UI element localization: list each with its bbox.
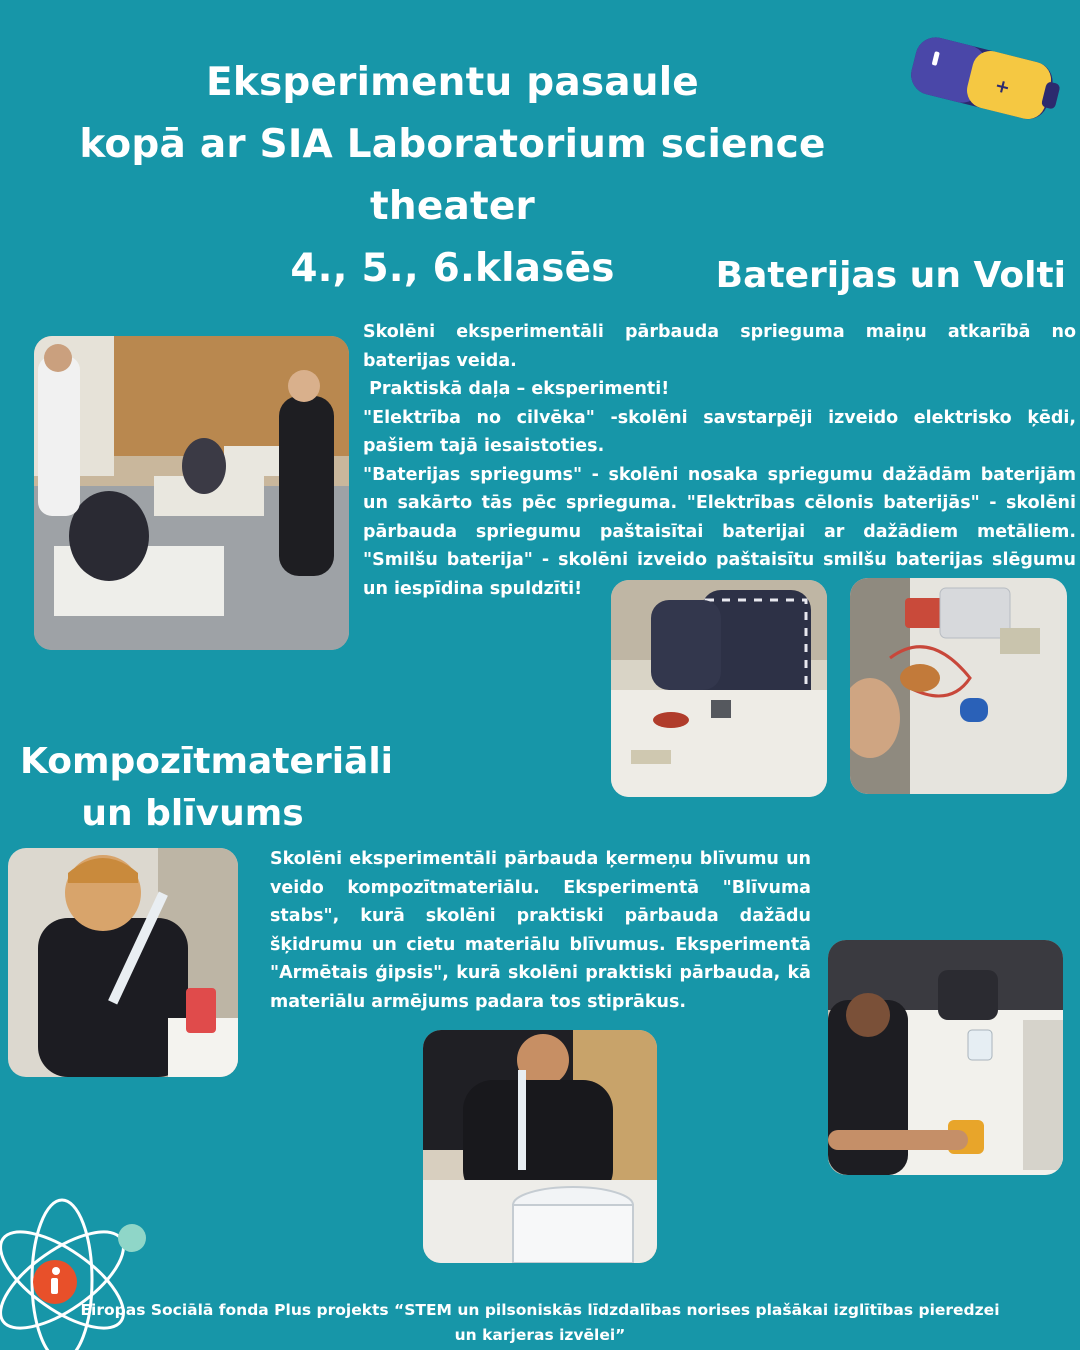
footer-line-2: un karjeras izvēlei” [454, 1326, 626, 1344]
batteries-description [363, 318, 1076, 603]
composites-heading-line-2: un blīvums [81, 793, 304, 834]
photo-students-cups [828, 940, 1063, 1175]
photo-multimeter-table [850, 578, 1067, 794]
photo-boy-test-tube [8, 848, 238, 1077]
batteries-text-line-2: Praktiskā daļa – eksperimenti! [363, 379, 670, 399]
batteries-text-line-3: "Elektrība no cilvēka" -skolēni savstarpēji izveido elektrisko ķēdi, pašiem tajā iesaistoties. [363, 407, 1076, 456]
composites-heading-line-1: Kompozītmateriāli [20, 741, 394, 782]
photo-classroom-students [34, 336, 349, 650]
title-line-3: 4., 5., 6.klasēs [290, 246, 615, 291]
photo-students-circuit [611, 580, 827, 797]
battery-plus-sign: + [992, 74, 1013, 99]
title-line-1: Eksperimentu pasaule [206, 60, 699, 105]
batteries-text-line-4: "Baterijas spriegums" - skolēni nosaka spriegumu dažādām baterijām un sakārto tās pēc sprieguma. "Elektrības cēlonis baterijās" - skolēni pārbauda spriegumu paštaisītai baterijai ar dažādiem metāliem. "Smilšu baterija" - skolēni izveido paštaisītu smilšu baterijas slēgumu un iespīdina spuldzīti! [363, 464, 1076, 599]
section-heading-batteries: Baterijas un Volti [715, 255, 1066, 296]
photo-girl-pipette [423, 1030, 657, 1263]
footer-project-note [60, 1298, 1020, 1348]
battery-icon [900, 28, 1070, 128]
batteries-text-line-1: Skolēni eksperimentāli pārbauda sprieguma maiņu atkarībā no baterijas veida. [363, 322, 1076, 371]
composites-description [270, 845, 811, 1016]
footer-line-1: Eiropas Sociālā fonda Plus projekts “STEM un pilsoniskās līdzdalības norises plašākai izglītības pieredzei [80, 1301, 1000, 1319]
title-line-2: kopā ar SIA Laboratorium science theater [79, 122, 826, 229]
section-heading-composites [20, 736, 394, 840]
composites-text: Skolēni eksperimentāli pārbauda ķermeņu blīvumu un veido kompozītmateriālu. Eksperimentā "Blīvuma stabs", kurā skolēni praktiski pārbauda dažādu šķidrumu un cietu materiālu blīvumus. Eksperimentā "Armētais ģipsis", kurā skolēni praktiski pārbauda, kā materiālu armējums padara tos stiprākus. [270, 849, 811, 1012]
